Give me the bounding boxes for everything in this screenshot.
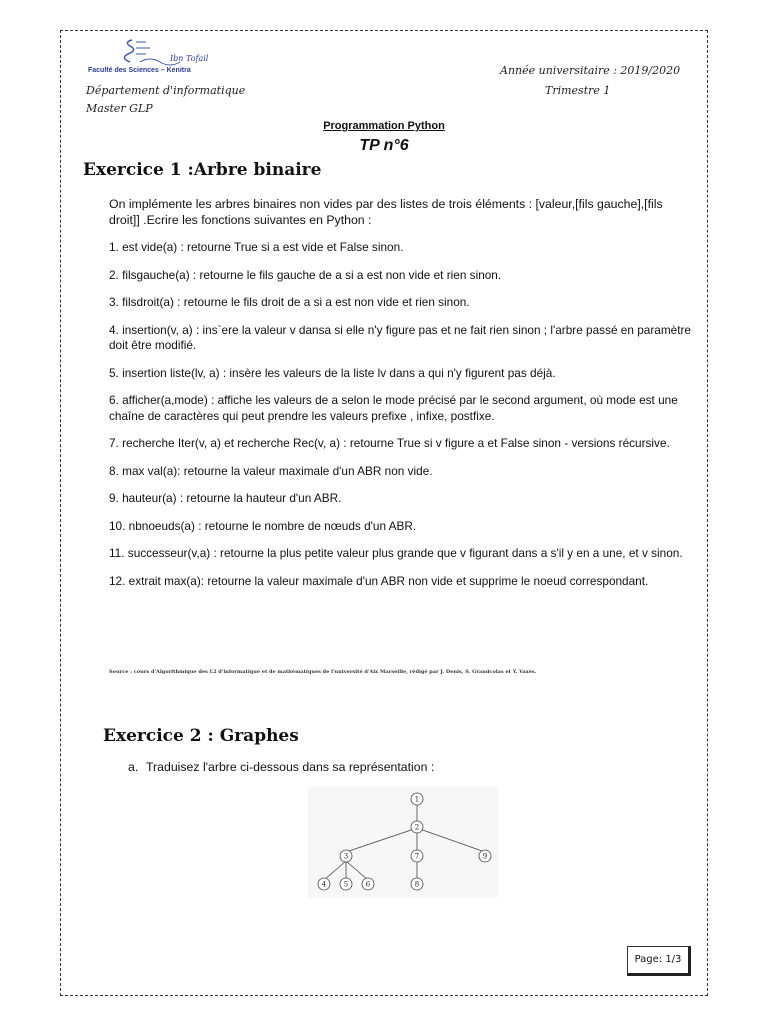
list-item: 1. est vide(a) : retourne True si a est vide et False sinon. bbox=[109, 240, 404, 254]
course-title: Programmation Python bbox=[323, 120, 445, 132]
list-item: 5. insertion liste(lv, a) : insère les valeurs de la liste lv dans a qui n'y figurent pas déjà. bbox=[109, 365, 556, 380]
tree-node-label: 4 bbox=[321, 880, 327, 889]
academic-year: Année universitaire : 2019/2020 bbox=[500, 64, 681, 77]
list-item: 11. successeur(v,a) : retourne la plus petite valeur plus grande que v figurant dans a s'il y en a une, et v sinon. bbox=[109, 546, 683, 560]
tree-node-label: 2 bbox=[414, 823, 420, 832]
list-item: 10. nbnoeuds(a) : retourne le nombre de nœuds d'un ABR. bbox=[109, 518, 417, 533]
list-item: 8. max val(a): retourne la valeur maximale d'un ABR non vide. bbox=[109, 463, 433, 478]
tree-node-label: 5 bbox=[343, 880, 349, 889]
exercise1-intro: On implémente les arbres binaires non vides par des listes de trois éléments : [valeur,[fils gauche],[fils droit]] .Ecrire les fonctions suivantes en Python : bbox=[109, 197, 663, 227]
list-item: 4. insertion(v, a) : ins`ere la valeur v dansa si elle n'y figure pas et ne fait rien sinon ; l'arbre passé en paramètre doit être modifié. bbox=[109, 322, 691, 352]
list-item: 6. afficher(a,mode) : affiche les valeurs de a selon le mode précisé par le second argument, où mode est une chaîne de caractères qui peut prendre les valeurs prefixe , infixe, postfixe. bbox=[109, 393, 678, 423]
tp-title: TP n°6 bbox=[359, 137, 409, 154]
tree-node-label: 3 bbox=[343, 852, 349, 861]
list-item: 3. filsdroit(a) : retourne le fils droit de a si a est non vide et rien sinon. bbox=[109, 295, 470, 309]
list-item: 7. recherche Iter(v, a) et recherche Rec(v, a) : retourne True si v figure a et False sinon - versions récursive. bbox=[109, 436, 670, 450]
tree-node-label: 7 bbox=[414, 852, 420, 861]
exercise1-list bbox=[109, 240, 694, 601]
tree-diagram bbox=[308, 786, 498, 898]
exercise2-title: Exercice 2 : Graphes bbox=[103, 726, 299, 746]
master-name: Master GLP bbox=[86, 102, 153, 115]
list-item: 12. extrait max(a): retourne la valeur maximale d'un ABR non vide et supprime le noeud correspondant. bbox=[109, 573, 649, 588]
list-item: 9. hauteur(a) : retourne la hauteur d'un ABR. bbox=[109, 491, 342, 505]
tree-node-label: 6 bbox=[365, 880, 371, 889]
semester: Trimestre 1 bbox=[545, 84, 611, 97]
list-item: 2. filsgauche(a) : retourne le fils gauche de a si a est non vide et rien sinon. bbox=[109, 267, 502, 282]
exercise1-title: Exercice 1 :Arbre binaire bbox=[83, 160, 322, 180]
department-name: Département d'informatique bbox=[86, 84, 246, 97]
logo-text: Ibn Tofail bbox=[170, 54, 209, 63]
tree-node-label: 1 bbox=[414, 795, 420, 804]
tree-node-label: 8 bbox=[414, 880, 420, 889]
item-letter: a. bbox=[128, 760, 139, 774]
source-note: Source : cours d'Algorithmique des L2 d'informatique et de mathématiques de l'université d'Aix Marseille, rédigé par J. Denis, S. Grandcolas et Y. Vaxès. bbox=[109, 669, 537, 675]
page-number: Page: 1/3 bbox=[627, 946, 691, 976]
tree-node-label: 9 bbox=[482, 852, 488, 861]
item-text: Traduisez l'arbre ci-dessous dans sa représentation : bbox=[146, 760, 435, 774]
faculty-name: Faculté des Sciences – Kenitra bbox=[88, 67, 191, 74]
exercise2-item-a bbox=[128, 760, 434, 774]
